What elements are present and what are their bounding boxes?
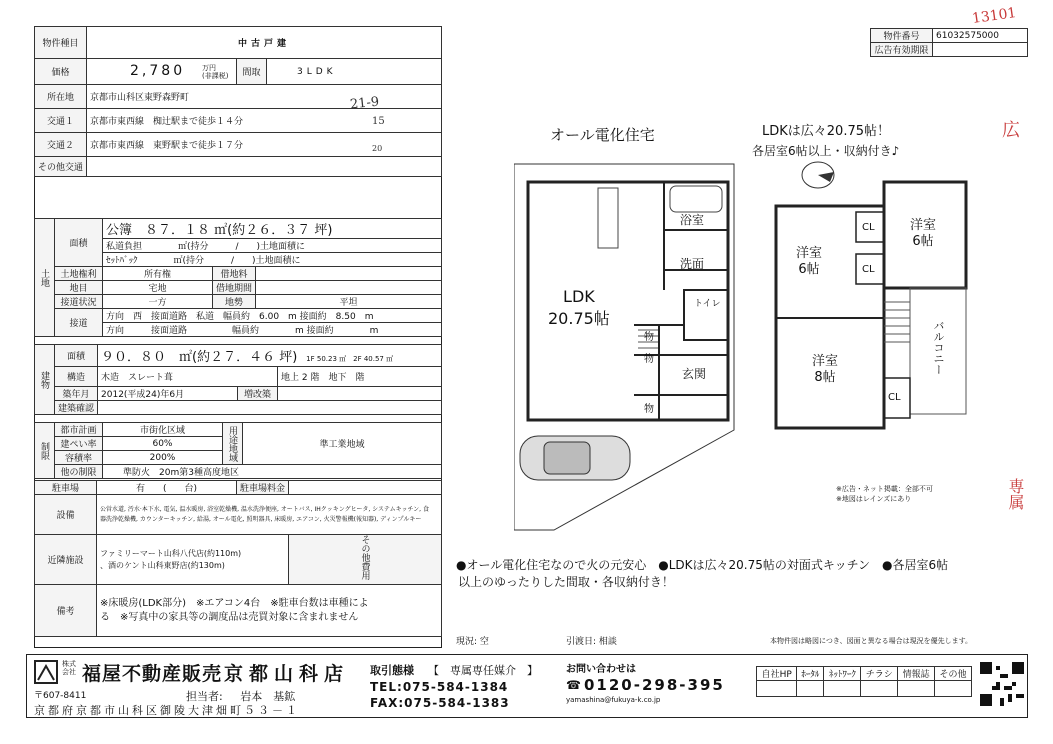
media-box-cell <box>898 681 935 697</box>
property-no-label: 物件番号 <box>871 29 933 43</box>
company-name: 福屋不動産販売 <box>82 663 223 685</box>
coverage-value: 60% <box>103 437 223 451</box>
status-disclaimer: 本物件図は略図につき、図面と異なる場合は現況を優先します。 <box>770 637 973 645</box>
land-section-label: 土地 <box>35 219 55 337</box>
road-label: 接道状況 <box>55 295 103 309</box>
building-area-label: 面積 <box>55 345 98 367</box>
room2-label <box>796 246 822 278</box>
access2: 方向 接面道路 幅員約 m 接面約 m <box>103 323 442 337</box>
floorplan-note2: ※地図はレインズにあり <box>836 495 912 503</box>
access1: 方向 西 接面道路 私道 幅員約 6.00 m 接面約 8.50 m <box>103 309 442 323</box>
media-box-label: ﾈｯﾄﾜｰｸ <box>824 667 861 681</box>
hand-walk2: 20 <box>372 144 383 153</box>
terrain-value: 平坦 <box>256 295 442 309</box>
media-box-label: チラシ <box>861 667 898 681</box>
storage-label-2: 物 <box>644 354 654 365</box>
trade-value: 【 専属専任媒介 】 <box>428 664 538 677</box>
parking-label: 駐車場 <box>35 481 97 495</box>
media-box-label: ﾎｰﾀﾙ <box>797 667 824 681</box>
plan-value: 市街化区域 <box>103 423 223 437</box>
built-value: 2012(平成24)年6月 <box>98 387 238 401</box>
building-table <box>34 344 442 415</box>
postal-code: 〒607-8411 <box>34 691 87 701</box>
nearby-line2: 、酒のケント山科東野店(約130m) <box>100 560 225 570</box>
closet-label-3: CL <box>888 392 901 403</box>
price-value: 2,780 <box>130 62 186 79</box>
layout-label: 間取 <box>237 59 267 85</box>
trade-label: 取引態様 <box>370 664 414 677</box>
rights-label: 土地権利 <box>55 267 103 281</box>
facilities-line1: 公営水道, 汚水·本下水, 電気, 温水暖房, 浴室乾燥機, 温水洗浄便座, オートバス, IHクッキングヒータ, システムキッチン, 食 <box>100 505 429 513</box>
company-logo-icon <box>34 660 58 684</box>
type-value: 中古戸建 <box>87 27 442 59</box>
floor-areas: 1F 50.23 ㎡ 2F 40.57 ㎡ <box>306 355 394 363</box>
floorplan-headline3: 各居室6帖以上・収納付き♪ <box>752 144 900 158</box>
structure-label: 構造 <box>55 367 98 387</box>
use-label: 用途地域 <box>223 423 243 465</box>
location-value: 京都市山科区東野森野町 <box>87 85 442 109</box>
transport1-label: 交通１ <box>35 109 87 133</box>
room2-size: 6帖 <box>798 262 820 277</box>
freedial-icon: ☎ <box>566 678 581 692</box>
room1-name: 洋室 <box>910 218 937 233</box>
land-table <box>34 218 442 337</box>
remarks-line1: ※床暖房(LDK部分) ※エアコン4台 ※駐車台数は車種によ <box>100 597 369 609</box>
status-current <box>456 634 489 647</box>
hand-walk1: 15 <box>372 116 385 127</box>
far-label: 容積率 <box>55 451 103 465</box>
remarks-label: 備考 <box>35 585 97 637</box>
person-label: 担当者: <box>186 690 223 703</box>
property-no-value: 61032575000 <box>933 29 1028 43</box>
other-transport-label: その他交通 <box>35 157 87 177</box>
nearby-label: 近隣施設 <box>35 535 97 585</box>
media-box-cell <box>824 681 861 697</box>
company-email: yamashina@fukuya-k.co.jp <box>566 696 661 704</box>
bath-label: 浴室 <box>680 213 705 227</box>
ldk-size: 20.75帖 <box>548 309 610 328</box>
plan-label: 都市計画 <box>55 423 103 437</box>
coverage-label: 建ぺい率 <box>55 437 103 451</box>
room3-size: 8帖 <box>814 370 836 385</box>
lease-label: 借地料 <box>213 267 256 281</box>
status-handover-value: 相談 <box>598 637 617 647</box>
setback: ｾｯﾄﾊﾞｯｸ ㎡(持分 / )土地面積に <box>103 253 442 267</box>
media-box-cell <box>797 681 824 697</box>
building-area-value: ９０．８０ ㎡(約２７．４６ 坪) <box>101 350 298 365</box>
category-value: 宅地 <box>103 281 213 295</box>
toilet-label: トイレ <box>694 299 721 309</box>
nearby-line1: ファミリーマート山科八代店(約110m) <box>100 548 242 558</box>
floors-value: 地上 2 階 地下 階 <box>278 367 442 387</box>
lease-period-label: 借地期間 <box>213 281 256 295</box>
restrictions-label: 制限 <box>35 423 55 479</box>
storage-label-1: 物 <box>644 332 654 343</box>
room2-name: 洋室 <box>796 246 823 261</box>
type-label: 物件種目 <box>35 27 87 59</box>
ldk-name: LDK <box>563 287 595 306</box>
balcony-label: バルコニー <box>932 320 945 375</box>
transport1-value: 京都市東西線 椥辻駅まで徒歩１４分 <box>87 109 442 133</box>
remarks-line2: る ※写真中の家具等の調度品は売買対象に含まれません <box>100 611 359 623</box>
misc-table <box>34 480 442 637</box>
price-label: 価格 <box>35 59 87 85</box>
hand-corner-number: 13101 <box>971 4 1018 28</box>
building-section-label: 建物 <box>35 345 55 415</box>
location-label: 所在地 <box>35 85 87 109</box>
transport2-value: 京都市東西線 東野駅まで徒歩１７分 <box>87 133 442 157</box>
private-road: 私道負担 ㎡(持分 / )土地面積に <box>103 239 442 253</box>
floorplan-headline2: LDKは広々20.75帖！ <box>762 124 890 139</box>
floorplan-headline1: オール電化住宅 <box>550 126 655 144</box>
hand-note-right1: 広 <box>1002 120 1020 141</box>
road-value: 一方 <box>103 295 213 309</box>
company-tel: TEL:075-584-1384 <box>370 680 509 694</box>
status-handover-label: 引渡日: <box>566 637 597 647</box>
media-checkboxes <box>756 666 972 697</box>
ad-valid-label: 広告有効期限 <box>871 43 933 57</box>
freedial-number: 0120-298-395 <box>584 676 725 694</box>
other-restriction-value: 準防火 20m第3種高度地区 <box>103 465 442 479</box>
car-icon <box>520 436 630 480</box>
room1-label <box>910 218 936 250</box>
closet-label-2: CL <box>862 264 875 275</box>
media-box-cell <box>757 681 797 697</box>
summary-line1: ●オール電化住宅なので火の元安心 ●LDKは広々20.75帖の対面式キッチン ●各居室6帖 <box>456 558 949 572</box>
category-label: 地目 <box>55 281 103 295</box>
room1-size: 6帖 <box>912 234 934 249</box>
price-tax: (非課税) <box>201 72 229 81</box>
person-value: 岩本 基鉱 <box>240 690 296 703</box>
first-floor-plan <box>514 160 744 540</box>
ldk-label <box>548 286 610 330</box>
qr-code-icon <box>980 662 1024 706</box>
hand-note-right2: 専属 <box>1006 478 1025 510</box>
media-box-cell <box>861 681 898 697</box>
confirm-label: 建築確認 <box>55 401 98 415</box>
far-value: 200% <box>103 451 223 465</box>
extension-label: 増改築 <box>238 387 278 401</box>
facilities-label: 設備 <box>35 495 97 535</box>
status-current-value: 空 <box>479 637 489 647</box>
media-box-label: その他 <box>935 667 972 681</box>
entrance-label: 玄関 <box>682 367 707 381</box>
parking-value: 有 ( 台) <box>97 481 237 495</box>
closet-label-1: CL <box>862 222 875 233</box>
contact-label: お問い合わせは <box>566 664 636 675</box>
structure-value: 木造 スレート葺 <box>98 367 278 387</box>
media-box-cell <box>935 681 972 697</box>
parking-fee-label: 駐車場料金 <box>237 481 289 495</box>
summary-line2: 以上のゆったりした間取・各収納付き！ <box>458 575 674 589</box>
status-handover <box>566 634 617 647</box>
room3-name: 洋室 <box>812 354 839 369</box>
transport2-label: 交通２ <box>35 133 87 157</box>
other-restriction-label: 他の制限 <box>55 465 103 479</box>
layout-value: 3LDK <box>267 59 442 85</box>
company-prefix: 株式会社 <box>62 660 76 676</box>
storage-label-3: 物 <box>644 404 654 415</box>
facilities-line2: 器洗浄乾燥機, カウンターキッチン, 給湯, オール電化, 照明器具, 床暖房, エアコン, 火災警報機(報知器), ディンプルキー <box>100 515 422 523</box>
company-fax: FAX:075-584-1383 <box>370 696 510 710</box>
price-unit: 万円 <box>201 64 216 73</box>
second-floor-plan <box>770 178 970 430</box>
other-costs-label: その他費用 <box>289 535 442 585</box>
floorplan-note1: ※広告・ネット掲載：全部不可 <box>836 485 933 493</box>
media-box-label: 情報誌 <box>898 667 935 681</box>
land-area-value: 公簿 ８７．１８ ㎡(約２６．３７ 坪) <box>103 219 442 239</box>
property-no-table <box>870 28 1028 57</box>
terrain-label: 地勢 <box>213 295 256 309</box>
branch-name: 京都山科店 <box>224 663 350 685</box>
media-box-label: 自社HP <box>757 667 797 681</box>
status-current-label: 現況: <box>456 637 478 647</box>
land-area-label: 面積 <box>55 219 103 267</box>
restrictions-table <box>34 422 442 479</box>
use-value: 準工業地域 <box>243 423 442 465</box>
rights-value: 所有権 <box>103 267 213 281</box>
wash-label: 洗面 <box>680 257 705 271</box>
built-label: 築年月 <box>55 387 98 401</box>
room3-label <box>812 354 838 386</box>
header-table <box>34 26 442 177</box>
company-address: 京都府京都市山科区御陵大津畑町５３－１ <box>34 704 300 717</box>
access-label: 接道 <box>55 309 103 337</box>
hand-address-number: 21-9 <box>349 94 380 113</box>
